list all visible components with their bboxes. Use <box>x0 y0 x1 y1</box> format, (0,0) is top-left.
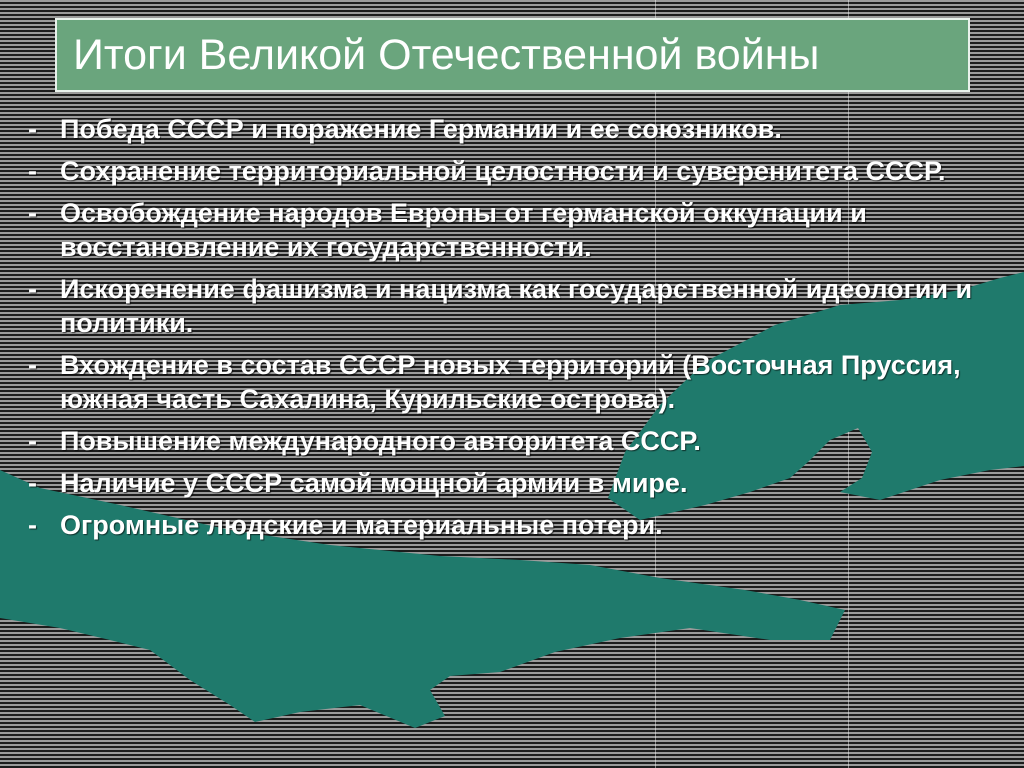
title-box <box>55 18 970 92</box>
list-item-text: Огромные людские и материальные потери. <box>60 510 663 540</box>
list-item <box>28 196 1003 264</box>
list-item-text: Освобождение народов Европы от германской оккупации и восстановление их государственности. <box>60 198 867 262</box>
list-item-text: Искоренение фашизма и нацизма как государственной идеологии и политики. <box>60 274 973 338</box>
bullet-marker: - <box>28 350 37 380</box>
list-item <box>28 154 1003 188</box>
bullet-marker: - <box>28 468 37 498</box>
list-item <box>28 466 1003 500</box>
results-list <box>28 112 1003 550</box>
list-item-text: Вхождение в состав СССР новых территорий (Восточная Пруссия, южная часть Сахалина, Курильские острова). <box>60 350 961 414</box>
bullet-marker: - <box>28 510 37 540</box>
list-item-text: Сохранение территориальной целостности и суверенитета СССР. <box>60 156 946 186</box>
list-item <box>28 348 1003 416</box>
list-item-text: Наличие у СССР самой мощной армии в мире. <box>60 468 688 498</box>
list-item-text: Повышение международного авторитета СССР. <box>60 426 701 456</box>
slide-title: Итоги Великой Отечественной войны <box>73 30 820 79</box>
bullet-marker: - <box>28 114 37 144</box>
bullet-marker: - <box>28 426 37 456</box>
list-item <box>28 112 1003 146</box>
list-item <box>28 424 1003 458</box>
bullet-marker: - <box>28 198 37 228</box>
bullet-marker: - <box>28 274 37 304</box>
list-item <box>28 508 1003 542</box>
list-item <box>28 272 1003 340</box>
list-item-text: Победа СССР и поражение Германии и ее союзников. <box>60 114 782 144</box>
bullet-marker: - <box>28 156 37 186</box>
